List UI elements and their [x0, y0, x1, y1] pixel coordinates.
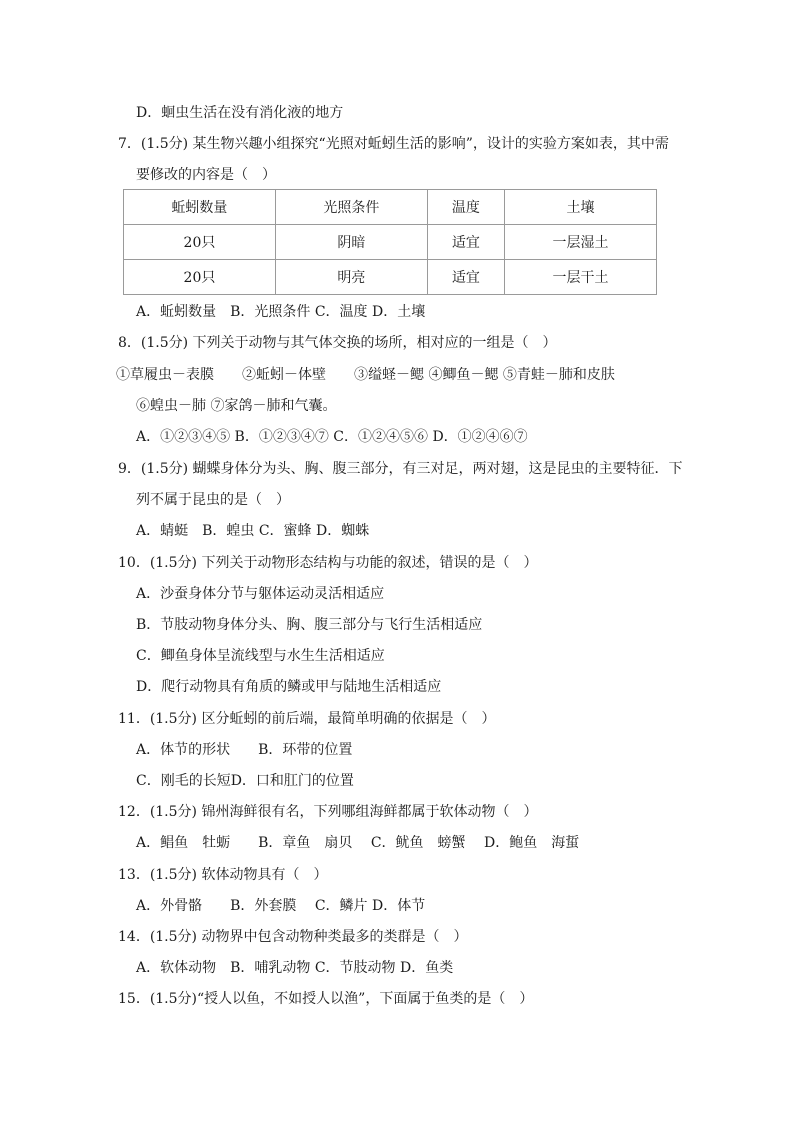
table-header-cell: 温度 — [427, 190, 504, 225]
question-12-options: A．鲳鱼 牡蛎 B．章鱼 扇贝 C．鱿鱼 螃蟹 D．鲍鱼 海蜇 — [136, 835, 580, 851]
table-cell: 明亮 — [275, 260, 427, 295]
table-cell: 适宜 — [427, 260, 504, 295]
question-13-stem: 13．(1.5分) 软体动物具有（ ） — [118, 867, 328, 883]
question-13-options: A．外骨骼 B．外套膜 C．鳞片 D．体节 — [136, 898, 426, 914]
table-cell: 一层湿土 — [505, 225, 657, 260]
table-cell: 适宜 — [427, 225, 504, 260]
question-8-items-line1: ①草履虫－表膜 ②蚯蚓－体壁 ③缢蛏－鳃 ④鲫鱼－鳃 ⑤青蛙－肺和皮肤 — [116, 367, 615, 383]
question-10-option-d: D．爬行动物具有角质的鳞或甲与陆地生活相适应 — [136, 679, 442, 695]
question-8-options: A．①②③④⑤ B．①②③④⑦ C．①②④⑤⑥ D．①②④⑥⑦ — [136, 429, 528, 445]
table-row — [124, 225, 657, 260]
question-10-stem: 10．(1.5分) 下列关于动物形态结构与功能的叙述，错误的是（ ） — [118, 555, 538, 571]
question-9-options: A．蜻蜓 B．蝗虫 C．蜜蜂 D．蜘蛛 — [136, 523, 370, 539]
table-header-cell: 蚯蚓数量 — [124, 190, 276, 225]
table-header-cell: 土壤 — [505, 190, 657, 225]
question-11-stem: 11．(1.5分) 区分蚯蚓的前后端，最简单明确的依据是（ ） — [118, 711, 496, 727]
question-7-stem-line2: 要修改的内容是（ ） — [136, 167, 276, 183]
question-15-stem: 15．(1.5分)“授人以鱼，不如授人以渔”，下面属于鱼类的是（ ） — [118, 991, 534, 1007]
question-14-stem: 14．(1.5分) 动物界中包含动物种类最多的类群是（ ） — [118, 929, 468, 945]
table-cell: 20只 — [124, 260, 276, 295]
question-12-stem: 12．(1.5分) 锦州海鲜很有名，下列哪组海鲜都属于软体动物（ ） — [118, 804, 538, 820]
table-header-row — [124, 190, 657, 225]
question-14-options: A．软体动物 B．哺乳动物 C．节肢动物 D．鱼类 — [136, 960, 454, 976]
question-8-stem: 8．(1.5分) 下列关于动物与其气体交换的场所，相对应的一组是（ ） — [118, 335, 557, 351]
question-6-option-d: D．蛔虫生活在没有消化液的地方 — [136, 105, 344, 121]
table-row — [124, 260, 657, 295]
question-10-option-a: A．沙蚕身体分节与躯体运动灵活相适应 — [136, 586, 385, 602]
question-10-option-b: B．节肢动物身体分头、胸、腹三部分与飞行生活相适应 — [136, 617, 483, 633]
question-11-options-line2: C．刚毛的长短D．口和肛门的位置 — [136, 773, 354, 789]
question-7-options: A．蚯蚓数量 B．光照条件 C．温度 D．土壤 — [136, 304, 426, 320]
question-8-items-line2: ⑥蝗虫－肺 ⑦家鸽－肺和气囊。 — [136, 398, 337, 414]
table-header-cell: 光照条件 — [275, 190, 427, 225]
table-cell: 阴暗 — [275, 225, 427, 260]
question-7-stem-line1: 7．(1.5分) 某生物兴趣小组探究“光照对蚯蚓生活的影响”，设计的实验方案如表，其中需 — [118, 136, 669, 152]
question-9-stem-line1: 9．(1.5分) 蝴蝶身体分为头、胸、腹三部分，有三对足，两对翅，这是昆虫的主要特征．下 — [118, 461, 683, 477]
question-10-option-c: C．鲫鱼身体呈流线型与水生生活相适应 — [136, 648, 385, 664]
table-cell: 20只 — [124, 225, 276, 260]
question-11-options-line1: A．体节的形状 B．环带的位置 — [136, 742, 353, 758]
question-9-stem-line2: 列不属于昆虫的是（ ） — [136, 492, 290, 508]
table-cell: 一层干土 — [505, 260, 657, 295]
experiment-table — [123, 189, 657, 295]
